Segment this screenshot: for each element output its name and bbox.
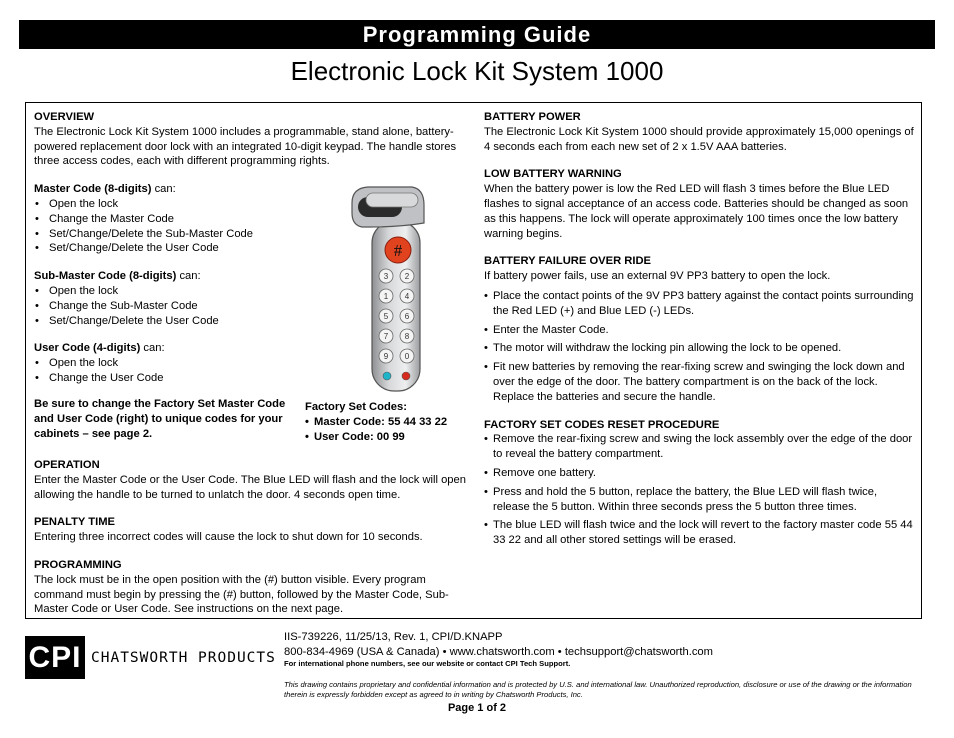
sub-master-code-suffix: can:	[176, 270, 201, 283]
overview-body: The Electronic Lock Kit System 1000 includes a programmable, stand alone, battery-powered replacement door lock with an integrated 10-digit keypad. The handle stores three access codes, each with different programming rights.	[34, 125, 457, 168]
overview-section	[34, 110, 474, 169]
list-item: • Remove one battery.	[484, 466, 916, 481]
list-item: • Press and hold the 5 button, replace the battery, the Blue LED will flash twice, release the 5 button. Within three seconds press the 5 button three times.	[484, 485, 916, 515]
keypad-key	[400, 269, 414, 283]
keypad-key	[379, 329, 393, 343]
battery-power-section	[484, 110, 916, 154]
factory-codes-list	[305, 415, 480, 445]
list-item: • Set/Change/Delete the User Code	[34, 241, 474, 256]
keypad-key-label: 0	[404, 352, 410, 361]
operation-body: Enter the Master Code or the User Code. The Blue LED will flash and the lock will open allowing the handle to be turned to unlatch the door. 4 seconds open time.	[34, 473, 466, 501]
list-item: • Open the lock	[34, 197, 474, 212]
keypad-key-label: 7	[383, 332, 389, 341]
list-item: • Enter the Master Code.	[484, 323, 916, 338]
right-column	[484, 110, 916, 561]
battery-failure-heading: BATTERY FAILURE OVER RIDE	[484, 255, 651, 268]
master-code-heading: Master Code (8-digits)	[34, 183, 152, 196]
cpi-logo	[25, 636, 276, 680]
programming-heading: PROGRAMMING	[34, 558, 122, 571]
factory-codes-box	[305, 400, 480, 444]
hash-key-label: #	[393, 241, 403, 260]
factory-reset-heading: FACTORY SET CODES RESET PROCEDURE	[484, 418, 720, 431]
lock-illustration	[340, 183, 430, 393]
keypad-key	[400, 349, 414, 363]
factory-reset-section	[484, 418, 916, 548]
list-item: • Change the Master Code	[34, 212, 474, 227]
low-battery-section	[484, 167, 916, 241]
keypad-key-label: 3	[383, 272, 389, 281]
keypad-key	[379, 289, 393, 303]
penalty-time-body: Entering three incorrect codes will cause the lock to shut down for 10 seconds.	[34, 531, 423, 544]
international-note: For international phone numbers, see our website or contact CPI Tech Support.	[284, 659, 571, 668]
list-item: • Set/Change/Delete the User Code	[34, 314, 474, 329]
document-id: IIS-739226, 11/25/13, Rev. 1, CPI/D.KNAPP	[284, 631, 503, 643]
battery-failure-list	[484, 289, 916, 405]
list-item: • Fit new batteries by removing the rear-fixing screw and swinging the lock down and over the edge of the door. The battery compartment is on the back of the lock. Replace the batteries and secure the handle.	[484, 360, 916, 404]
keypad-key	[379, 269, 393, 283]
logo-letters: CPI	[28, 641, 82, 674]
overview-heading: OVERVIEW	[34, 111, 95, 123]
legal-notice: This drawing contains proprietary and confidential information and is protected by U.S. and international law. Unauthorized reproduction, disclosure or use of the drawing or the information therein is expressly forbidden except as agreed to in writing by Chatsworth Products, Inc.	[284, 680, 912, 699]
list-item: • Change the User Code	[34, 371, 474, 386]
user-code-heading: User Code (4-digits)	[34, 342, 141, 355]
keypad-key-label: 8	[404, 332, 410, 341]
keypad-key	[400, 289, 414, 303]
keypad-key	[400, 329, 414, 343]
page-title: Electronic Lock Kit System 1000	[290, 56, 664, 86]
logo-mark	[25, 636, 85, 679]
keypad-key	[379, 309, 393, 323]
low-battery-heading: LOW BATTERY WARNING	[484, 168, 622, 181]
banner-title: Programming Guide	[19, 20, 935, 49]
penalty-time-section	[34, 515, 474, 545]
low-battery-body: When the battery power is low the Red LED will flash 3 times before the Blue LED flashes to signal acceptance of an access code. Batteries should be changed as soon as this happens. The lock will operate approximately 100 times once the low battery warning begins.	[484, 183, 909, 240]
programming-body: The lock must be in the open position with the (#) button visible. Every program command must begin by pressing the (#) button, followed by the Master Code, Sub-Master Code or User Code. See instructions on the next page.	[34, 573, 449, 616]
battery-failure-section	[484, 254, 916, 404]
list-item: • Open the lock	[34, 284, 474, 299]
battery-power-heading: BATTERY POWER	[484, 111, 581, 123]
operation-section	[34, 458, 474, 502]
keypad-key	[400, 309, 414, 323]
master-code-suffix: can:	[151, 183, 176, 196]
blue-led	[383, 372, 391, 380]
programming-section	[34, 558, 474, 617]
battery-failure-body: If battery power fails, use an external 9V PP3 battery to open the lock.	[484, 270, 831, 283]
list-item: • Change the Sub-Master Code	[34, 299, 474, 314]
page-number: Page 1 of 2	[447, 702, 507, 714]
list-item: • Open the lock	[34, 356, 474, 371]
list-item: • Remove the rear-fixing screw and swing the lock assembly over the edge of the door to reveal the battery compartment.	[484, 432, 916, 462]
left-lower-column	[34, 458, 474, 630]
operation-heading: OPERATION	[34, 459, 100, 471]
footer	[284, 630, 934, 699]
keypad-key-label: 2	[404, 272, 410, 281]
logo-wordmark: CHATSWORTH PRODUCTS	[91, 650, 276, 666]
keypad-key-label: 9	[383, 352, 389, 361]
list-item: • Master Code: 55 44 33 22	[305, 415, 480, 430]
list-item: • Set/Change/Delete the Sub-Master Code	[34, 227, 474, 242]
battery-power-body: The Electronic Lock Kit System 1000 should provide approximately 15,000 openings of 4 seconds each from each new set of 2 x 1.5V AAA batteries.	[484, 125, 914, 153]
lock-handle-grip	[366, 193, 418, 207]
keypad-key-label: 6	[404, 312, 410, 321]
factory-codes-heading: Factory Set Codes:	[305, 401, 407, 413]
list-item: • The blue LED will flash twice and the lock will revert to the factory master code 55 44 33 22 and all other stored settings will be erased.	[484, 518, 916, 548]
contact-line: 800-834-4969 (USA & Canada) • www.chatsworth.com • techsupport@chatsworth.com	[284, 645, 713, 658]
list-item: • User Code: 00 99	[305, 430, 480, 445]
user-code-suffix: can:	[140, 342, 165, 355]
keypad-key-label: 4	[404, 292, 410, 301]
keypad-key-label: 1	[383, 292, 389, 301]
keypad-key	[379, 349, 393, 363]
red-led	[402, 372, 410, 380]
list-item: • Place the contact points of the 9V PP3 battery against the contact points surrounding the Red LED (+) and Blue LED (-) LEDs.	[484, 289, 916, 319]
penalty-time-heading: PENALTY TIME	[34, 516, 116, 529]
factory-reset-list	[484, 432, 916, 548]
change-codes-warning: Be sure to change the Factory Set Master Code and User Code (right) to unique codes for your cabinets – see page 2.	[34, 398, 286, 440]
sub-master-code-heading: Sub-Master Code (8-digits)	[34, 270, 177, 283]
keypad-key-label: 5	[383, 312, 389, 321]
list-item: • The motor will withdraw the locking pin allowing the lock to be opened.	[484, 341, 916, 356]
